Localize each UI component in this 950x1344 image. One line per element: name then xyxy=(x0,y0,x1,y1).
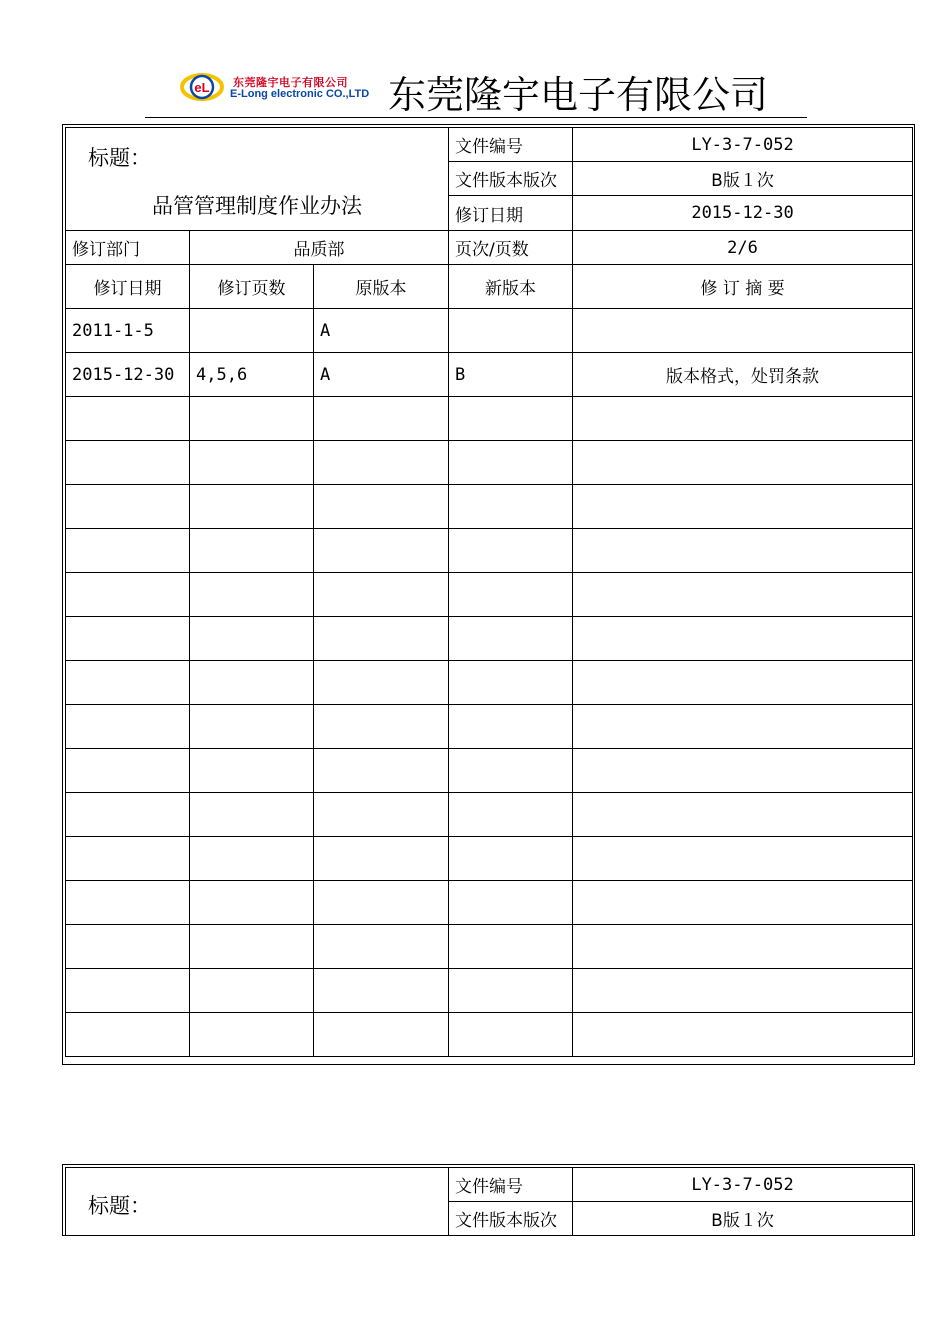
table-cell xyxy=(573,573,913,617)
table-cell xyxy=(573,969,913,1013)
table-cell xyxy=(573,529,913,573)
title-label: 标题： xyxy=(88,146,151,170)
footer-version-value: B版１次 xyxy=(573,1202,913,1236)
table-cell xyxy=(190,661,314,705)
table-cell xyxy=(190,485,314,529)
table-cell: 4,5,6 xyxy=(190,353,314,397)
table-cell: B xyxy=(449,353,573,397)
table-cell: A xyxy=(314,353,449,397)
table-cell xyxy=(573,1013,913,1057)
table-cell xyxy=(573,397,913,441)
footer-doc-no-value: LY-3-7-052 xyxy=(573,1168,913,1202)
page-value: 2/6 xyxy=(573,231,913,265)
table-cell xyxy=(449,881,573,925)
table-cell xyxy=(449,1013,573,1057)
table-cell xyxy=(314,1013,449,1057)
table-cell xyxy=(190,1013,314,1057)
footer-doc-no-label: 文件编号 xyxy=(449,1168,573,1202)
footer-title-label: 标题： xyxy=(88,1194,151,1218)
table-cell xyxy=(66,793,190,837)
table-cell xyxy=(190,837,314,881)
table-row xyxy=(66,705,913,749)
table-row xyxy=(66,661,913,705)
table-cell xyxy=(314,529,449,573)
table-row xyxy=(66,749,913,793)
table-row xyxy=(66,1013,913,1057)
table-cell xyxy=(449,661,573,705)
revision-rows xyxy=(66,309,913,1057)
table-cell xyxy=(449,749,573,793)
table-row xyxy=(66,397,913,441)
table-cell xyxy=(573,705,913,749)
table-cell xyxy=(190,969,314,1013)
table-cell xyxy=(449,925,573,969)
table-cell xyxy=(314,397,449,441)
table-cell xyxy=(573,441,913,485)
rev-date-value: 2015-12-30 xyxy=(573,196,913,231)
table-cell xyxy=(66,661,190,705)
table-cell xyxy=(573,749,913,793)
table-cell xyxy=(66,1013,190,1057)
table-cell xyxy=(66,529,190,573)
revision-header-row xyxy=(66,265,913,309)
table-cell xyxy=(449,485,573,529)
footer-form xyxy=(65,1167,913,1236)
table-cell xyxy=(573,661,913,705)
table-cell xyxy=(449,397,573,441)
table-cell xyxy=(449,573,573,617)
table-cell xyxy=(66,969,190,1013)
col-header-rev-date: 修订日期 xyxy=(66,265,190,309)
title-cell xyxy=(66,128,449,231)
table-cell xyxy=(190,793,314,837)
version-label: 文件版本版次 xyxy=(449,162,573,196)
col-header-summary: 修 订 摘 要 xyxy=(573,265,913,309)
table-cell xyxy=(66,749,190,793)
col-header-new-version: 新版本 xyxy=(449,265,573,309)
doc-no-label: 文件编号 xyxy=(449,128,573,162)
table-cell xyxy=(314,573,449,617)
footer-version-label: 文件版本版次 xyxy=(449,1202,573,1236)
logo-chinese-name: 东莞隆宇电子有限公司 xyxy=(233,76,348,89)
table-cell xyxy=(66,925,190,969)
col-header-rev-pages: 修订页数 xyxy=(190,265,314,309)
table-row xyxy=(66,969,913,1013)
doc-no-value: LY-3-7-052 xyxy=(573,128,913,162)
table-cell xyxy=(314,837,449,881)
table-cell xyxy=(66,485,190,529)
table-cell xyxy=(449,309,573,353)
table-cell xyxy=(573,793,913,837)
table-cell xyxy=(190,925,314,969)
table-cell xyxy=(573,837,913,881)
table-cell xyxy=(66,441,190,485)
table-cell xyxy=(190,529,314,573)
table-row xyxy=(66,309,913,353)
table-cell xyxy=(573,881,913,925)
table-cell xyxy=(314,969,449,1013)
table-row xyxy=(66,485,913,529)
table-cell xyxy=(449,969,573,1013)
dept-value: 品质部 xyxy=(190,231,449,265)
version-value: B版１次 xyxy=(573,162,913,196)
table-cell xyxy=(190,441,314,485)
table-cell xyxy=(573,925,913,969)
table-cell: 版本格式，处罚条款 xyxy=(573,353,913,397)
table-cell xyxy=(314,749,449,793)
table-cell xyxy=(449,837,573,881)
table-cell xyxy=(190,881,314,925)
document-title: 品管管理制度作业办法 xyxy=(152,194,362,218)
table-cell xyxy=(66,837,190,881)
table-row xyxy=(66,837,913,881)
footer-title-cell xyxy=(66,1168,449,1236)
table-cell xyxy=(314,617,449,661)
logo-english-name: E-Long electronic CO.,LTD xyxy=(230,88,370,100)
table-cell xyxy=(314,661,449,705)
header-divider xyxy=(145,117,807,118)
col-header-old-version: 原版本 xyxy=(314,265,449,309)
table-cell xyxy=(66,573,190,617)
table-row xyxy=(66,925,913,969)
table-cell xyxy=(314,881,449,925)
table-cell xyxy=(66,881,190,925)
table-cell xyxy=(314,441,449,485)
company-name: 东莞隆宇电子有限公司 xyxy=(388,73,769,117)
table-cell xyxy=(449,793,573,837)
table-cell xyxy=(573,485,913,529)
table-cell xyxy=(190,749,314,793)
table-row xyxy=(66,881,913,925)
main-form xyxy=(65,127,913,1057)
table-cell xyxy=(449,441,573,485)
table-row xyxy=(66,441,913,485)
table-cell xyxy=(190,573,314,617)
table-cell xyxy=(66,705,190,749)
table-cell xyxy=(66,397,190,441)
page-label: 页次/页数 xyxy=(449,231,573,265)
table-cell: 2015-12-30 xyxy=(66,353,190,397)
table-cell xyxy=(314,793,449,837)
table-cell xyxy=(314,925,449,969)
table-cell: A xyxy=(314,309,449,353)
table-cell: 2011-1-5 xyxy=(66,309,190,353)
dept-label: 修订部门 xyxy=(66,231,190,265)
table-cell xyxy=(190,705,314,749)
table-row xyxy=(66,573,913,617)
table-cell xyxy=(573,309,913,353)
table-cell xyxy=(190,617,314,661)
company-logo-icon xyxy=(180,70,224,104)
table-cell xyxy=(314,705,449,749)
table-row xyxy=(66,529,913,573)
rev-date-label: 修订日期 xyxy=(449,196,573,231)
table-row xyxy=(66,353,913,397)
page-header xyxy=(0,0,950,120)
table-cell xyxy=(449,617,573,661)
table-cell xyxy=(449,529,573,573)
table-cell xyxy=(66,617,190,661)
table-cell xyxy=(190,397,314,441)
table-cell xyxy=(573,617,913,661)
table-row xyxy=(66,793,913,837)
table-row xyxy=(66,617,913,661)
table-cell xyxy=(449,705,573,749)
table-cell xyxy=(190,309,314,353)
table-cell xyxy=(314,485,449,529)
logo-mark-text: eL xyxy=(194,80,210,95)
